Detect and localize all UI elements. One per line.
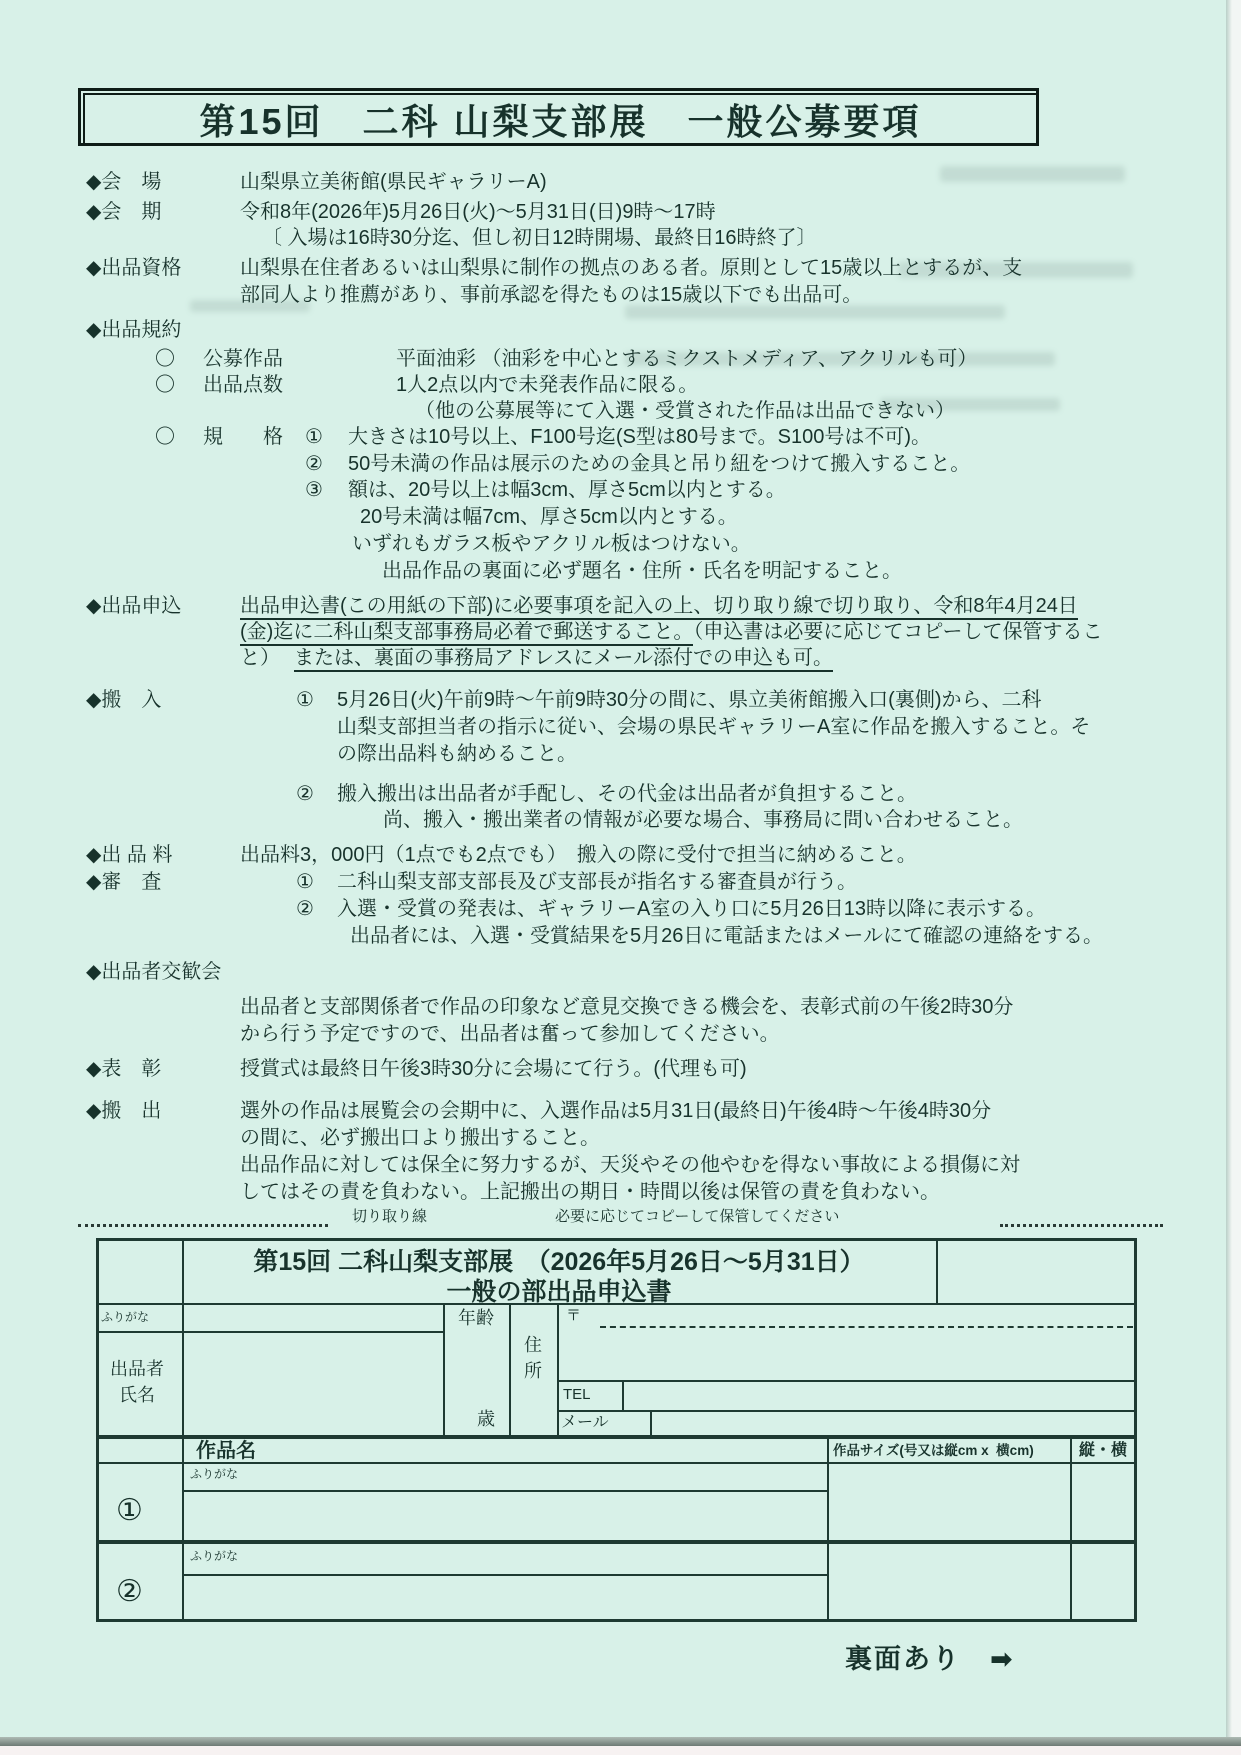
social-label: ◆出品者交歓会 <box>86 961 222 983</box>
form-work-name-header: 作品名 <box>196 1440 256 1462</box>
back-side-note-text: 裏面あり <box>845 1644 961 1674</box>
apply-line1-underlined: 出品申込書(この用紙の下部)に必要事項を記入の上、切り取り線で切り取り、令和8年4月24日 <box>240 595 1078 620</box>
kikaku-item3-text: 額は、20号以上は幅3cm、厚さ5cm以内とする。 <box>348 479 786 501</box>
carryin-item1-num: ① <box>296 689 314 711</box>
rule-kikaku-label: 規 格 <box>203 426 283 448</box>
period-label: ◆会 期 <box>86 201 162 223</box>
scan-edge-bottom <box>0 1746 1241 1755</box>
period-line2: 〔 入場は16時30分迄、但し初日12時開場、最終日16時終了〕 <box>262 227 817 249</box>
cut-line-note: 必要に応じてコピーして保管してください <box>555 1208 840 1225</box>
form-furigana-label: ふりがな <box>101 1310 150 1324</box>
rule-tensu-label: 出品点数 <box>203 374 283 396</box>
eligibility-label: ◆出品資格 <box>86 257 182 279</box>
rule-tensu-line2: （他の公募展等にて入選・受賞された作品は出品できない） <box>415 400 955 422</box>
form-rule-address-left <box>557 1303 559 1435</box>
circle-mark: 〇 <box>155 374 175 396</box>
form-tel-field <box>624 1382 1135 1408</box>
apply-line3-underlined: または、裏面の事務局アドレスにメール添付での申込も可。 <box>294 647 833 672</box>
apply-line2-plain: （申込書は必要に応じてコピーして保管するこ <box>693 621 1103 643</box>
carryin-item2-num: ② <box>296 783 314 805</box>
kikaku-item2-num: ② <box>305 453 323 475</box>
judging-label: ◆審 査 <box>86 871 162 893</box>
carryout-line4: してはその責を負わない。上記搬出の期日・時間以後は保管の責を負わない。 <box>240 1181 940 1203</box>
award-label: ◆表 彰 <box>86 1058 162 1080</box>
carryout-line3: 出品作品に対しては保全に努力するが、天災やその他やむを得ない事故による損傷に対 <box>240 1154 1020 1176</box>
social-line2: から行う予定ですので、出品者は奮って参加してください。 <box>240 1023 780 1045</box>
carryin-item2-line2: 尚、搬入・搬出業者の情報が必要な場合、事務局に問い合わせること。 <box>383 809 1023 831</box>
award-text: 授賞式は最終日午後3時30分に会場にて行う。(代理も可) <box>240 1058 747 1080</box>
rule-koubo-text: 平面油彩 （油彩を中心とするミクストメディア、アクリルも可） <box>396 348 978 370</box>
kikaku-item3-text4: 出品作品の裏面に必ず題名・住所・氏名を明記すること。 <box>382 560 902 582</box>
judging-item2-num: ② <box>296 898 314 920</box>
apply-label: ◆出品申込 <box>86 595 182 617</box>
rule-tensu-line1: 1人2点以内で未発表作品に限る。 <box>396 374 699 396</box>
apply-line3-plain: と） <box>240 647 280 669</box>
kikaku-item1-num: ① <box>305 426 323 448</box>
eligibility-line1: 山梨県在住者あるいは山梨県に制作の拠点のある者。原則として15歳以上とするが、支 <box>240 257 1023 279</box>
form-row2-number: ② <box>116 1575 143 1608</box>
form-mail-field <box>652 1412 1135 1433</box>
cut-line-dots-left <box>78 1224 328 1227</box>
fee-text: 出品料3，000円（1点でも2点でも） 搬入の際に受付で担当に納めること。 <box>240 844 917 866</box>
form-mail-label: メール <box>561 1414 609 1431</box>
form-postal-mark: 〒 <box>566 1307 582 1324</box>
kikaku-item2-text: 50号未満の作品は展示のための金具と吊り紐をつけて搬入すること。 <box>348 453 971 475</box>
form-rule-title-right-cell <box>936 1238 938 1303</box>
kikaku-item1-text: 大きさは10号以上、F100号迄(S型は80号まで。S100号は不可)。 <box>348 426 932 448</box>
circle-mark: 〇 <box>155 348 175 370</box>
period-line1: 令和8年(2026年)5月26日(火)～5月31日(日)9時～17時 <box>240 201 716 223</box>
form-title-line2: 一般の部出品申込書 <box>446 1278 672 1306</box>
form-row1-number: ① <box>116 1494 143 1527</box>
carryin-item1-line3: の際出品料も納めること。 <box>337 743 577 765</box>
bleed-through-smudge <box>940 166 1125 182</box>
arrow-right-icon: ➡ <box>990 1644 1015 1674</box>
form-row2-size-field <box>829 1544 1068 1620</box>
cut-line-dots-right <box>1000 1224 1163 1227</box>
cut-line-label: 切り取り線 <box>352 1208 428 1225</box>
form-dims-header: 縦・横 <box>1079 1442 1128 1459</box>
carryout-line2: の間に、必ず搬出口より搬出すること。 <box>240 1127 600 1149</box>
carryin-item1-line1: 5月26日(火)午前9時～午前9時30分の間に、県立美術館搬入口(裏側)から、二科 <box>337 689 1042 711</box>
apply-line1 <box>240 594 1078 619</box>
kikaku-item3-text3: いずれもガラス板やアクリル板はつけない。 <box>352 533 751 555</box>
form-rule-dims-column <box>1070 1435 1072 1622</box>
title-banner <box>78 88 1039 146</box>
form-rule-age-left <box>443 1303 445 1435</box>
carryin-label: ◆搬 入 <box>86 689 162 711</box>
venue-text: 山梨県立美術館(県民ギャラリーA) <box>240 171 547 193</box>
form-row1-work-field <box>184 1492 825 1538</box>
form-row1-size-field <box>829 1437 1068 1538</box>
form-size-header: 作品サイズ(号又は縦cm x 横cm) <box>833 1443 1034 1458</box>
rules-label: ◆出品規約 <box>86 319 182 341</box>
form-address-label-line1: 住 <box>524 1335 542 1355</box>
apply-line2 <box>240 620 1103 645</box>
carryin-item1-line2: 山梨支部担当者の指示に従い、会場の県民ギャラリーA室に作品を搬入すること。そ <box>337 716 1091 738</box>
form-exhibitor-label-line2: 氏名 <box>119 1385 155 1405</box>
judging-item2-line2: 出品者には、入選・受賞結果を5月26日に電話またはメールにて確認の連絡をする。 <box>350 925 1103 947</box>
form-name-field <box>184 1333 441 1433</box>
page-title: 第15回 二科 山梨支部展 一般公募要項 <box>83 93 1038 145</box>
judging-item1-text: 二科山梨支部支部長及び支部長が指名する審査員が行う。 <box>337 871 857 893</box>
form-tel-label: TEL <box>563 1386 591 1403</box>
judging-item2-line1: 入選・受賞の発表は、ギャラリーA室の入り口に5月26日13時以降に表示する。 <box>337 898 1046 920</box>
form-age-unit-label: 歳 <box>477 1409 495 1429</box>
form-title-line1: 第15回 二科山梨支部展 （2026年5月26日～5月31日） <box>253 1248 865 1276</box>
apply-line3 <box>240 646 833 671</box>
kikaku-item3-num: ③ <box>305 479 323 501</box>
form-row1-furigana-label: ふりがな <box>190 1467 239 1481</box>
carryout-label: ◆搬 出 <box>86 1100 162 1122</box>
form-row2-furigana-label: ふりがな <box>190 1549 239 1563</box>
carryout-line1: 選外の作品は展覧会の会期中に、入選作品は5月31日(最終日)午後4時～午後4時30分 <box>240 1100 992 1122</box>
back-side-note <box>845 1637 1015 1676</box>
rule-koubo-label: 公募作品 <box>203 348 283 370</box>
form-age-label: 年齢 <box>458 1308 494 1328</box>
apply-line2-underlined: (金)迄に二科山梨支部事務局必着で郵送すること。 <box>240 621 693 646</box>
form-rule-postal-dashed <box>600 1326 1133 1328</box>
judging-item1-num: ① <box>296 871 314 893</box>
venue-label: ◆会 場 <box>86 171 162 193</box>
social-line1: 出品者と支部関係者で作品の印象など意見交換できる機会を、表彰式前の午後2時30分 <box>240 996 1014 1018</box>
form-row2-work-field <box>184 1576 825 1620</box>
form-rule-address-label-left <box>509 1303 511 1435</box>
scan-edge-right <box>1226 0 1241 1755</box>
kikaku-item3-text2: 20号未満は幅7cm、厚さ5cm以内とする。 <box>360 506 738 528</box>
carryin-item2-line1: 搬入搬出は出品者が手配し、その代金は出品者が負担すること。 <box>337 783 917 805</box>
eligibility-line2: 部同人より推薦があり、事前承認を得たものは15歳以下でも出品可。 <box>240 284 863 306</box>
fee-label: ◆出 品 料 <box>86 844 173 866</box>
scan-edge-shadow <box>0 1737 1241 1746</box>
form-address-label-line2: 所 <box>524 1361 542 1381</box>
circle-mark: 〇 <box>155 426 175 448</box>
form-exhibitor-label-line1: 出品者 <box>110 1359 164 1379</box>
